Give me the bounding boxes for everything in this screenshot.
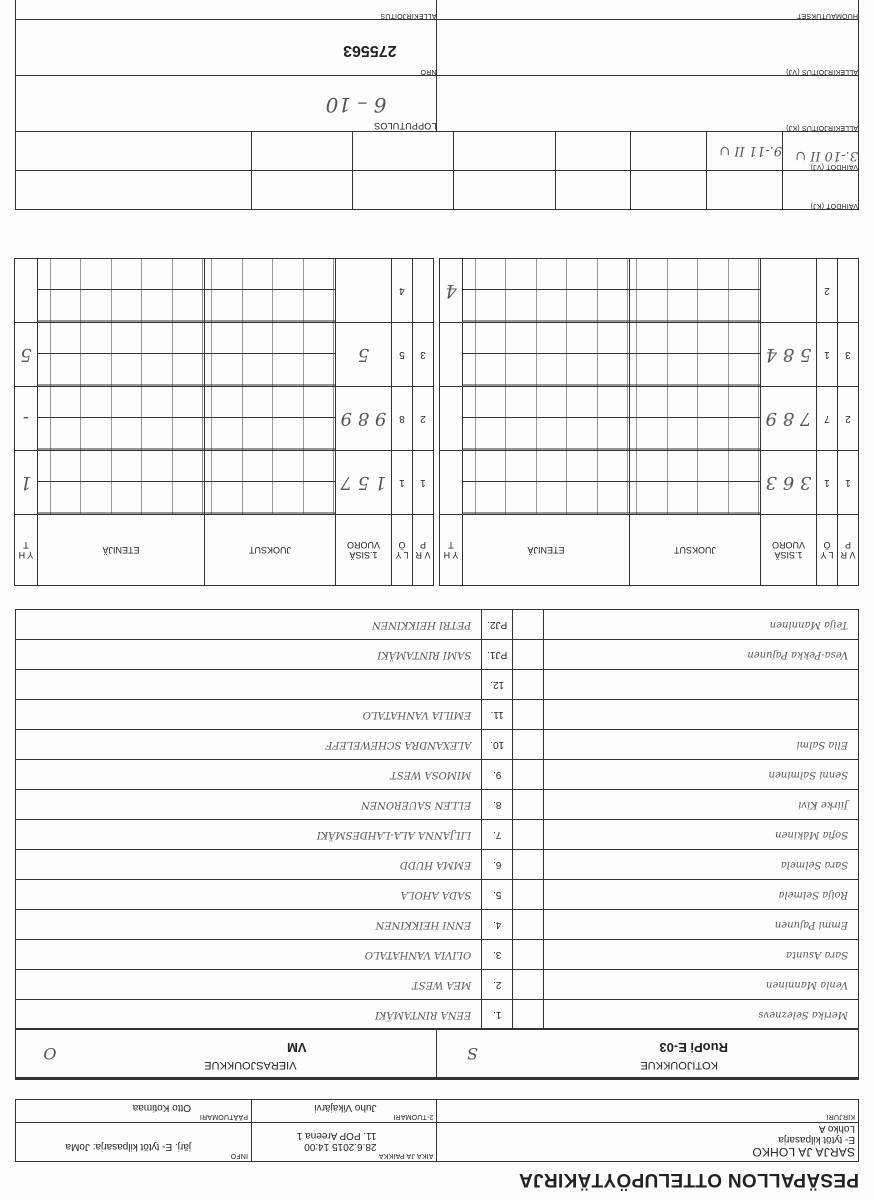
advance-cells xyxy=(463,387,630,451)
runs-cells xyxy=(630,387,761,451)
inning-values: 1 5 7 xyxy=(336,451,392,515)
advance-cells xyxy=(463,323,630,387)
home-player-number xyxy=(513,730,544,760)
roster-row xyxy=(16,940,859,970)
roster-row xyxy=(16,760,859,790)
runs-cells xyxy=(630,451,761,515)
inning-total: 4 xyxy=(440,259,463,323)
roster-row xyxy=(16,1000,859,1030)
roster-row xyxy=(16,730,859,760)
inning-total xyxy=(440,451,463,515)
away-signature: ALLEKIRJOITUS (VJ) xyxy=(437,20,859,76)
series-cell: SARJA JA LOHKO E- tytöt kilpasarja Lohko A xyxy=(437,1123,859,1162)
runs-cells xyxy=(205,259,336,323)
away-player-number: 4. xyxy=(482,910,513,940)
advance-cells xyxy=(38,323,205,387)
away-player-name: LILJANNA ALA-LAHDESMÄKI xyxy=(16,820,482,850)
away-team-name: VM xyxy=(287,1040,307,1055)
roster-row xyxy=(16,700,859,730)
away-player-name: EMILIA VANHATALO xyxy=(16,700,482,730)
home-player-name: Emmi Pajunen xyxy=(544,910,859,940)
home-player-name: Senni Salminen xyxy=(544,760,859,790)
away-player-number: 6. xyxy=(482,850,513,880)
roster-row xyxy=(16,880,859,910)
home-player-number xyxy=(513,790,544,820)
home-player-name: Sara Selmela xyxy=(544,850,859,880)
hitter-order: 1 xyxy=(392,451,413,515)
inning-values xyxy=(336,259,392,323)
home-player-name: Sara Asunta xyxy=(544,940,859,970)
hitter-order: 5 xyxy=(392,323,413,387)
away-team-cell: VIERASJOUKKUE VM O xyxy=(16,1029,438,1079)
away-player-name: PETRI HEIKKINEN xyxy=(16,610,482,640)
inning-values: 5 8 4 xyxy=(761,323,817,387)
runs-cells xyxy=(205,387,336,451)
inning-values: 3 6 3 xyxy=(761,451,817,515)
away-player-name xyxy=(16,670,482,700)
inning-total: 5 xyxy=(15,323,38,387)
home-team-cell: KOTIJOUKKUE RuoPi E-03 S xyxy=(437,1029,859,1079)
inning-row xyxy=(440,259,859,323)
home-signature: ALLEKIRJOITUS (KJ) xyxy=(437,76,859,132)
away-player-name: ALEXANDRA SCHEWELEFF xyxy=(16,730,482,760)
inning-row xyxy=(440,387,859,451)
advance-cells xyxy=(463,451,630,515)
home-player-number xyxy=(513,850,544,880)
away-player-name: EENA RINTAMÄKI xyxy=(16,1000,482,1030)
roster-row xyxy=(16,610,859,640)
roster-row xyxy=(16,970,859,1000)
away-player-number: 11. xyxy=(482,700,513,730)
away-player-name: EMMA HUDD xyxy=(16,850,482,880)
hitter-order: 1 xyxy=(817,323,838,387)
info-cell: INFO järj. E- tytöt kilpasarja: JoMa xyxy=(16,1123,252,1162)
final-score: LOPPUTULOS 6 – 10 xyxy=(16,76,438,132)
roster-row xyxy=(16,820,859,850)
inning-row xyxy=(440,451,859,515)
inning-total: 1 xyxy=(15,451,38,515)
inning-row xyxy=(15,259,434,323)
away-player-number: 9. xyxy=(482,760,513,790)
inning-row xyxy=(440,323,859,387)
home-player-number xyxy=(513,700,544,730)
away-player-number: 3. xyxy=(482,940,513,970)
away-player-number: 2. xyxy=(482,970,513,1000)
inning-values xyxy=(761,259,817,323)
hitter-order: 1 xyxy=(817,451,838,515)
period: 2 xyxy=(413,387,434,451)
home-subs-label: VAIHDOT (KJ) xyxy=(783,171,859,210)
away-player-number: 10. xyxy=(482,730,513,760)
runs-cells xyxy=(630,259,761,323)
advance-cells xyxy=(38,387,205,451)
away-player-name: SAMI RINTAMÄKI xyxy=(16,640,482,670)
home-player-number xyxy=(513,760,544,790)
teams-table xyxy=(15,1028,859,1080)
roster-row xyxy=(16,910,859,940)
home-player-name: Vesa-Pekka Pajunen xyxy=(544,640,859,670)
advance-cells xyxy=(463,259,630,323)
home-player-number xyxy=(513,610,544,640)
away-score-grid: V R P L Y Ö 1.SISÄ VUORO JUOKSUT ETENIJÄ Y H T 1 1 1 5 7 1 2 8 9 8 9 - 3 5 5 5 4 xyxy=(14,258,434,586)
head-umpire-cell: PÄÄTUOMARI Otto Kotimaa xyxy=(16,1100,252,1123)
roster-row xyxy=(16,790,859,820)
inning-total xyxy=(440,323,463,387)
away-player-number: 8. xyxy=(482,790,513,820)
away-player-name: SADA AHOLA xyxy=(16,880,482,910)
document-number: NRO 275563 xyxy=(16,20,438,76)
runs-cells xyxy=(205,451,336,515)
home-player-number xyxy=(513,910,544,940)
runs-cells xyxy=(630,323,761,387)
home-player-number xyxy=(513,1000,544,1030)
away-player-name: MEA WEST xyxy=(16,970,482,1000)
rosters-table xyxy=(15,609,859,1030)
substitutions-table: VAIHDOT (KJ) VAIHDOT (VJ) 3.-10 II ∪ 9.-11 II ∪ xyxy=(15,131,859,210)
scorer-cell: KIRJURI xyxy=(437,1100,859,1123)
away-player-number: 7. xyxy=(482,820,513,850)
period: 3 xyxy=(838,323,859,387)
remarks: HUOMAUTUKSET xyxy=(437,0,859,20)
inning-values: 5 xyxy=(336,323,392,387)
home-player-number xyxy=(513,940,544,970)
match-info-table xyxy=(15,1099,859,1162)
home-score-grid: V R P L Y Ö 1.SISÄ VUORO JUOKSUT ETENIJÄ Y H T 1 1 3 6 3 2 7 7 8 9 3 1 5 8 4 2 4 xyxy=(439,258,859,586)
umpire2-cell: 2-TUOMARI Juho Vikajärvi xyxy=(252,1100,437,1123)
roster-row xyxy=(16,640,859,670)
home-player-name: Ella Salmi xyxy=(544,730,859,760)
runs-cells xyxy=(205,323,336,387)
inning-total: - xyxy=(15,387,38,451)
home-player-name: Teija Manninen xyxy=(544,610,859,640)
inning-row xyxy=(15,323,434,387)
away-player-name: ELLEN SAUERONEN xyxy=(16,790,482,820)
away-player-number: 12. xyxy=(482,670,513,700)
document-title: PESÄPALLON OTTELUPÖYTÄKIRJA xyxy=(518,1169,859,1190)
away-player-number: PJ1. xyxy=(482,640,513,670)
home-team-name: RuoPi E-03 xyxy=(659,1040,728,1055)
roster-row xyxy=(16,850,859,880)
home-player-number xyxy=(513,640,544,670)
hitter-order: 8 xyxy=(392,387,413,451)
home-player-name xyxy=(544,700,859,730)
footer-table xyxy=(15,0,859,132)
home-player-number xyxy=(513,880,544,910)
away-player-name: MIMOSA WEST xyxy=(16,760,482,790)
away-subs-label: VAIHDOT (VJ) 3.-10 II ∪ xyxy=(783,132,859,171)
hitter-order: 4 xyxy=(392,259,413,323)
advance-cells xyxy=(38,259,205,323)
away-player-number: PJ2. xyxy=(482,610,513,640)
period: 3 xyxy=(413,323,434,387)
period: 1 xyxy=(838,451,859,515)
period: 2 xyxy=(838,387,859,451)
home-player-name: Venla Manninen xyxy=(544,970,859,1000)
inning-row xyxy=(15,451,434,515)
inning-total xyxy=(15,259,38,323)
home-player-name xyxy=(544,670,859,700)
home-player-name: Jiirke Kivi xyxy=(544,790,859,820)
home-player-name: Sofia Mäkinen xyxy=(544,820,859,850)
roster-row xyxy=(16,670,859,700)
home-player-number xyxy=(513,970,544,1000)
away-player-number: 1. xyxy=(482,1000,513,1030)
away-player-name: OLIVIA VANHATALO xyxy=(16,940,482,970)
inning-total xyxy=(440,387,463,451)
advance-cells xyxy=(38,451,205,515)
hitter-order: 7 xyxy=(817,387,838,451)
home-player-name: Merika Seleznevs xyxy=(544,1000,859,1030)
home-player-name: Roija Selmela xyxy=(544,880,859,910)
time-place-cell: AIKA JA PAIKKA 28.6.2015 14:00 11. POP Areena 1 xyxy=(252,1123,437,1162)
hitter-order: 2 xyxy=(817,259,838,323)
away-player-name: ENNI HEIKKINEN xyxy=(16,910,482,940)
period xyxy=(838,259,859,323)
period xyxy=(413,259,434,323)
home-player-number xyxy=(513,820,544,850)
inning-values: 7 8 9 xyxy=(761,387,817,451)
away-player-number: 5. xyxy=(482,880,513,910)
period: 1 xyxy=(413,451,434,515)
inning-row xyxy=(15,387,434,451)
umpire-signature: ALLEKIRJOITUS xyxy=(16,0,438,20)
inning-values: 9 8 9 xyxy=(336,387,392,451)
home-player-number xyxy=(513,670,544,700)
